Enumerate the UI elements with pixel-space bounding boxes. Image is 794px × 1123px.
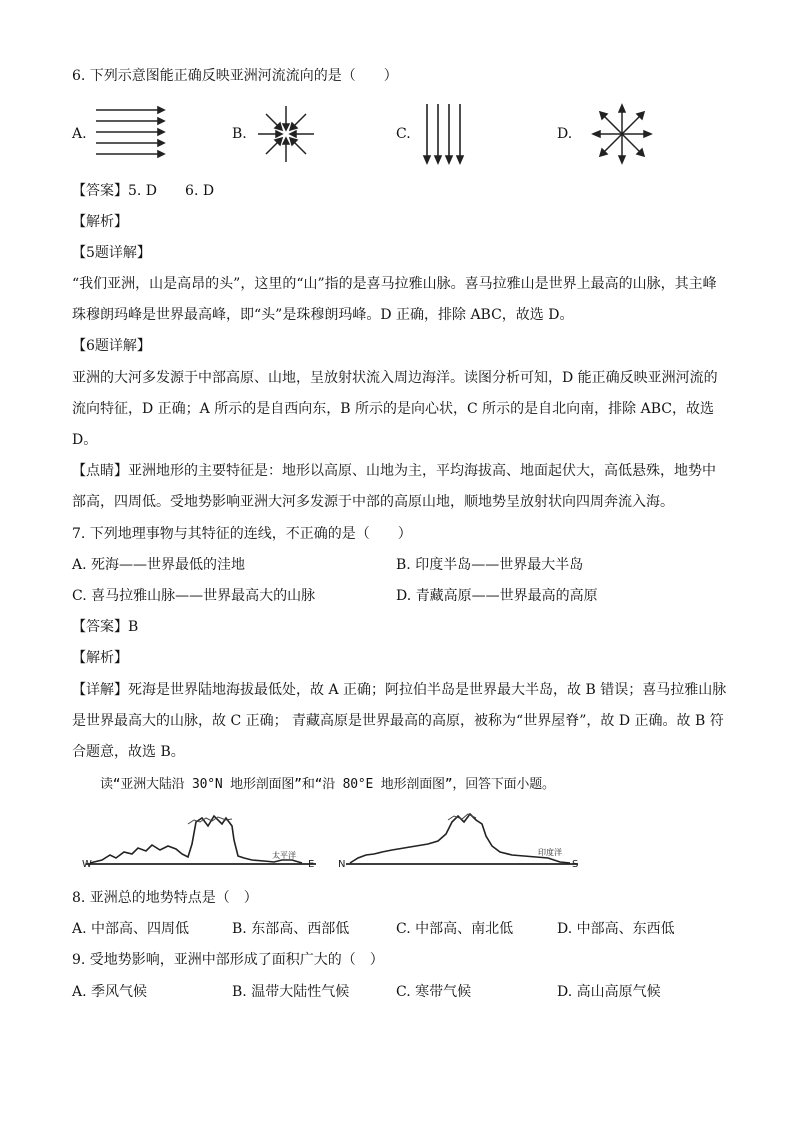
- q9-option-d: D. 高山高原气候: [557, 984, 661, 1000]
- profile-80e-start-label: N: [338, 859, 346, 870]
- q9-option-b: B. 温带大陆性气候: [232, 984, 350, 1000]
- detail6-line-3: D。: [72, 432, 98, 448]
- q7-option-c: C. 喜马拉雅山脉——世界最高大的山脉: [72, 588, 316, 604]
- profile-80e-terrain: [350, 814, 570, 863]
- q6-option-a-label: A.: [72, 126, 87, 142]
- analysis7-tag: 【解析】: [72, 650, 128, 666]
- q8-option-b: B. 东部高、西部低: [232, 921, 350, 937]
- comment-line-1: [72, 461, 716, 481]
- q8-stem: 8. 亚洲总的地势特点是（ ）: [72, 890, 258, 906]
- answer-7: [72, 617, 138, 637]
- profile-80e-end-label: S: [572, 859, 579, 870]
- comment-text-1: 亚洲地形的主要特征是：地形以高原、山地为主，平均海拔高、地面起伏大，高低悬殊，地势中: [128, 463, 716, 479]
- profile-30n-figure: [76, 808, 326, 872]
- profile-30n-coast-label: 太平洋: [272, 851, 296, 860]
- q6-option-b-label: B.: [232, 126, 247, 142]
- radiating-arrows-icon: [590, 102, 654, 166]
- detail6-line-2: 流向特征，D 正确；A 所示的是自西向东，B 所示的是向心状，C 所示的是自北向南，排除 ABC，故选: [72, 401, 714, 417]
- q6-stem: 6. 下列示意图能正确反映亚洲河流流向的是（ ）: [72, 68, 398, 84]
- detail7-line-3: 合题意，故选 B。: [72, 744, 185, 760]
- comment-line-2: 部高，四周低。受地势影响亚洲大河多发源于中部的高原山地，顺地势呈放射状向四周奔流入海。: [72, 494, 674, 510]
- q7-stem: 7. 下列地理事物与其特征的连线，不正确的是（ ）: [72, 526, 412, 542]
- profile-80e-figure: [336, 808, 586, 872]
- detail7-tag: 【详解】: [72, 682, 128, 698]
- q7-option-b: B. 印度半岛——世界最大半岛: [396, 557, 584, 573]
- profile-30n-terrain: [90, 816, 302, 863]
- parallel-horizontal-arrows-icon: [92, 104, 168, 160]
- figure-caption: 读“亚洲大陆沿 30°N 地形剖面图”和“沿 80°E 地形剖面图”，回答下面小题。: [100, 777, 555, 792]
- detail7-text-1: 死海是世界陆地海拔最低处，故 A 正确；阿拉伯半岛是世界最大半岛，故 B 错误；喜马拉雅山脉: [128, 682, 727, 698]
- answer7-tag: 【答案】: [72, 619, 128, 635]
- q9-option-a: A. 季风气候: [72, 984, 148, 1000]
- parallel-downward-arrows-icon: [420, 102, 470, 166]
- profile-80e-coast-label: 印度洋: [538, 848, 562, 857]
- answer-5-6: [72, 181, 214, 201]
- detail5-line-2: 珠穆朗玛峰是世界最高峰，即“头”是珠穆朗玛峰。D 正确，排除 ABC，故选 D。: [72, 307, 574, 323]
- q7-option-d: D. 青藏高原——世界最高的高原: [396, 588, 598, 604]
- profile-30n-start-label: W: [82, 859, 92, 870]
- detail5-tag: 【5题详解】: [72, 245, 151, 261]
- q8-option-a: A. 中部高、四周低: [72, 921, 190, 937]
- detail5-line-1: “我们亚洲，山是高昂的头”，这里的“山”指的是喜马拉雅山脉。喜马拉雅山是世界上最高的山脉，其主峰: [72, 276, 717, 292]
- q9-stem: 9. 受地势影响，亚洲中部形成了面积广大的（ ）: [72, 952, 384, 968]
- detail6-line-1: 亚洲的大河多发源于中部高原、山地，呈放射状流入周边海洋。读图分析可知，D 能正确反映亚洲河流的: [72, 370, 718, 386]
- converging-arrows-icon: [256, 104, 316, 164]
- q8-option-c: C. 中部高、南北低: [396, 921, 514, 937]
- comment-tag: 【点睛】: [72, 463, 128, 479]
- detail6-tag: 【6题详解】: [72, 338, 151, 354]
- detail7-line-1: [72, 680, 726, 700]
- detail7-line-2: 是世界最高大的山脉，故 C 正确； 青藏高原是世界最高的高原，被称为“世界屋脊”，故 D 正确。故 B 符: [72, 713, 724, 729]
- q8-option-d: D. 中部高、东西低: [557, 921, 675, 937]
- q6-option-d-label: D.: [557, 126, 573, 142]
- profile-30n-end-label: E: [308, 859, 315, 870]
- analysis-tag: 【解析】: [72, 214, 128, 230]
- answer-text: 5. D 6. D: [128, 183, 215, 199]
- answer-tag: 【答案】: [72, 183, 128, 199]
- q6-option-c-label: C.: [396, 126, 411, 142]
- q7-option-a: A. 死海——世界最低的洼地: [72, 557, 246, 573]
- q9-option-c: C. 寒带气候: [396, 984, 472, 1000]
- answer7-text: B: [128, 619, 139, 635]
